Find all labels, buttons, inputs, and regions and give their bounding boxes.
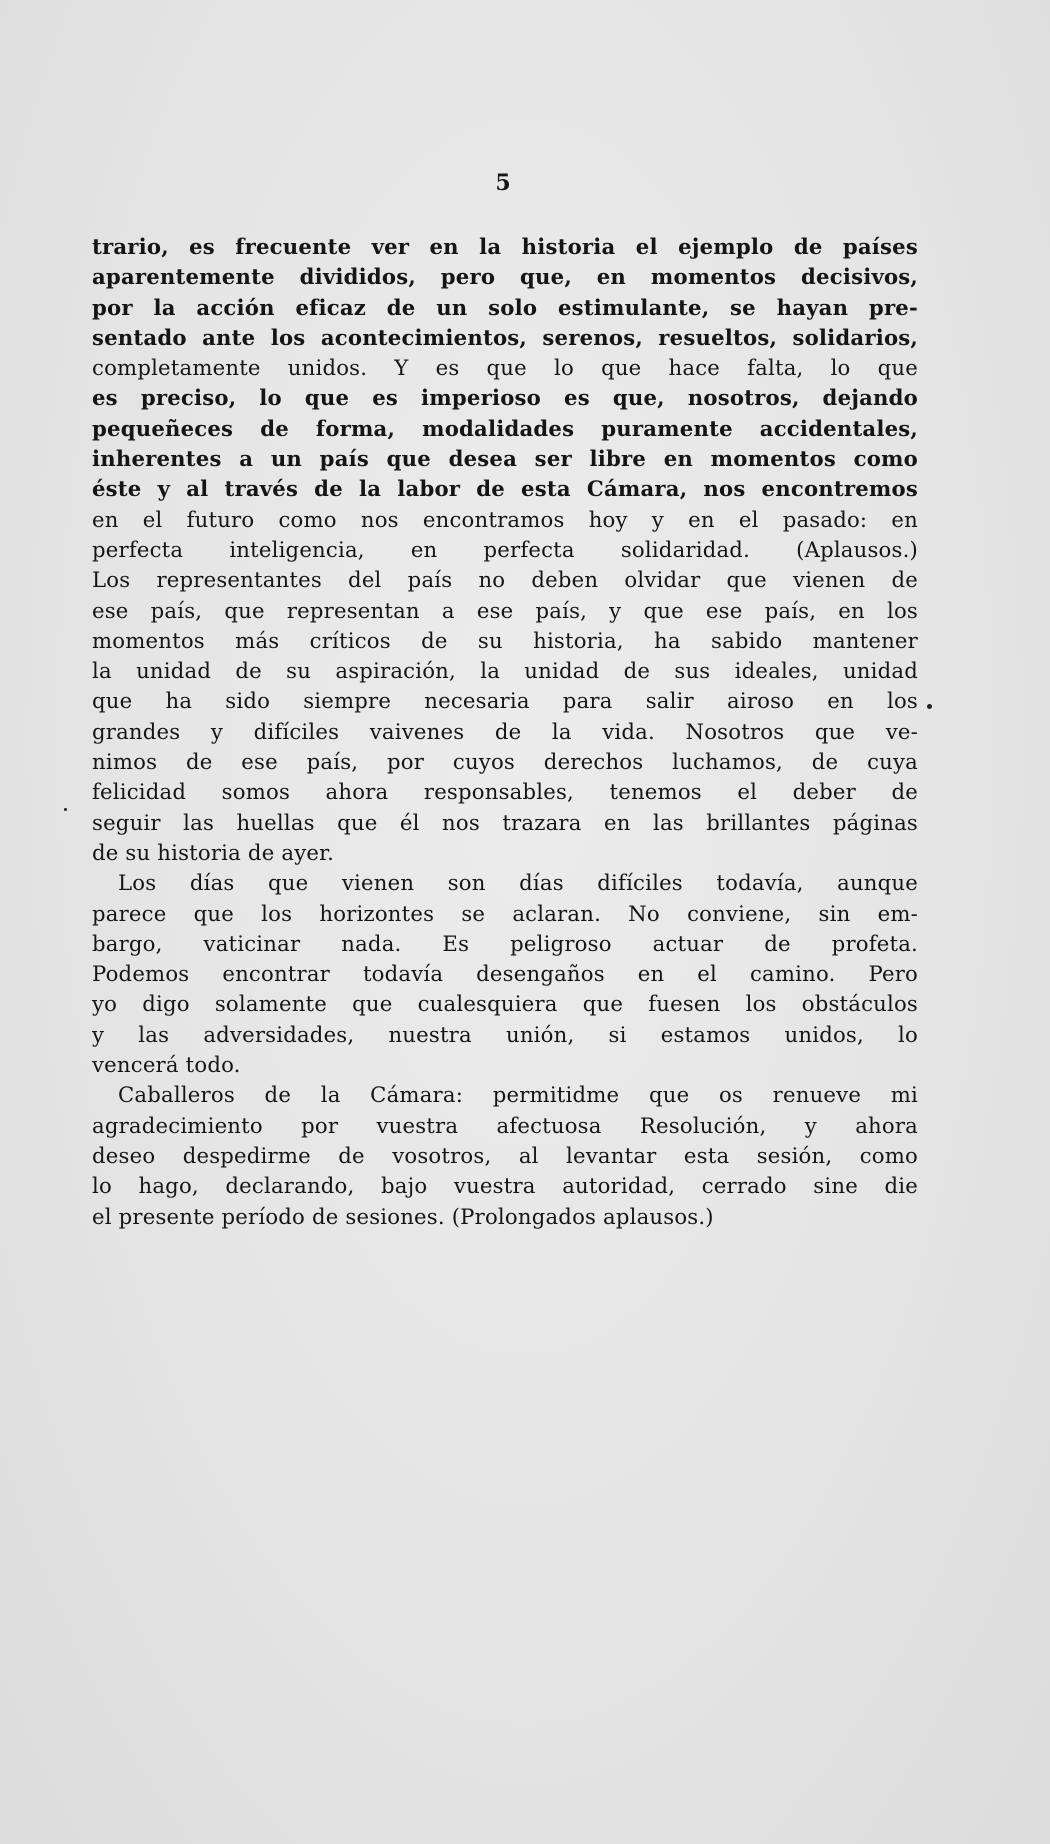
text-line: por la acción eficaz de un solo estimulante, se hayan pre- [92, 294, 918, 320]
text-line: el presente período de sesiones. (Prolongados aplausos.) [92, 1203, 714, 1229]
text-line: aparentemente divididos, pero que, en momentos decisivos, [92, 264, 918, 290]
margin-speck [927, 704, 932, 709]
text-line: sentado ante los acontecimientos, serenos, resueltos, solidarios, [92, 324, 918, 350]
text-line: Caballeros de la Cámara: permitidme que os renueve mi [118, 1082, 918, 1108]
text-line: parece que los horizontes se aclaran. No conviene, sin em- [92, 900, 918, 926]
text-line: seguir las huellas que él nos trazara en las brillantes páginas [92, 809, 918, 835]
paragraph-2 [92, 868, 918, 1080]
margin-speck [64, 808, 67, 811]
text-line: deseo despedirme de vosotros, al levantar esta sesión, como [92, 1142, 918, 1168]
text-line: grandes y difíciles vaivenes de la vida. Nosotros que ve- [92, 718, 918, 744]
text-line: vencerá todo. [92, 1052, 241, 1078]
text-line: Los representantes del país no deben olvidar que vienen de [92, 567, 918, 593]
text-line: y las adversidades, nuestra unión, si estamos unidos, lo [92, 1021, 918, 1047]
text-line: la unidad de su aspiración, la unidad de sus ideales, unidad [92, 658, 918, 684]
body-text [92, 232, 918, 1232]
text-line: lo hago, declarando, bajo vuestra autoridad, cerrado sine die [92, 1173, 918, 1199]
text-line: Podemos encontrar todavía desengaños en el camino. Pero [92, 961, 918, 987]
text-line: trario, es frecuente ver en la historia el ejemplo de países [92, 234, 918, 259]
page-number: 5 [495, 170, 511, 196]
text-line: perfecta inteligencia, en perfecta solidaridad. (Aplausos.) [92, 536, 918, 562]
text-line: Los días que vienen son días difíciles todavía, aunque [118, 870, 918, 896]
paragraph-3 [92, 1080, 918, 1231]
paragraph-1 [92, 232, 918, 868]
text-line: de su historia de ayer. [92, 839, 335, 865]
text-line: ese país, que representan a ese país, y que ese país, en los [92, 597, 918, 623]
text-line: es preciso, lo que es imperioso es que, nosotros, dejando [92, 385, 918, 411]
text-line: nimos de ese país, por cuyos derechos luchamos, de cuya [92, 749, 918, 775]
text-line: yo digo solamente que cualesquiera que fuesen los obstáculos [92, 991, 918, 1017]
text-line: pequeñeces de forma, modalidades puramente accidentales, [92, 415, 918, 441]
text-line: inherentes a un país que desea ser libre en momentos como [92, 446, 918, 472]
text-line: en el futuro como nos encontramos hoy y en el pasado: en [92, 506, 918, 532]
text-line: que ha sido siempre necesaria para salir airoso en los [92, 688, 918, 714]
text-line: éste y al través de la labor de esta Cámara, nos encontremos [92, 476, 918, 502]
text-line: completamente unidos. Y es que lo que hace falta, lo que [92, 355, 918, 381]
text-line: felicidad somos ahora responsables, tenemos el deber de [92, 779, 918, 805]
text-line: agradecimiento por vuestra afectuosa Resolución, y ahora [92, 1112, 918, 1138]
text-line: bargo, vaticinar nada. Es peligroso actuar de profeta. [92, 930, 918, 956]
text-line: momentos más críticos de su historia, ha sabido mantener [92, 627, 918, 653]
